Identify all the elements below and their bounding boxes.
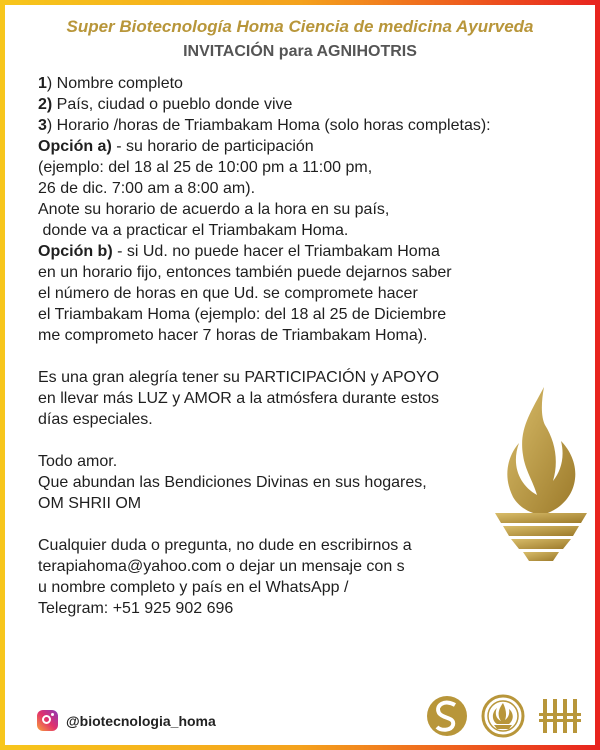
- opcion-b: [38, 241, 568, 262]
- duda-line-2: terapiahoma@yahoo.com o dejar un mensaje con s: [38, 558, 405, 575]
- opcion-b-text: - si Ud. no puede hacer el Triambakam Homa: [112, 243, 440, 260]
- item-2: [38, 94, 568, 115]
- opcion-b-label: Opción b): [38, 243, 113, 260]
- ejemplo-line-1: (ejemplo: del 18 al 25 de 10:00 pm a 11:00 pm,: [38, 159, 373, 176]
- item-2-number: 2): [38, 96, 53, 113]
- item-1: [38, 73, 568, 94]
- duda-line-3: u nombre completo y país en el WhatsApp /: [38, 579, 349, 596]
- golden-flame-icon: [489, 385, 593, 565]
- alegria-line-3: días especiales.: [38, 411, 153, 428]
- bendiciones: Que abundan las Bendiciones Divinas en sus hogares,: [38, 474, 427, 491]
- duda-line-1: Cualquier duda o pregunta, no dude en escribirnos a: [38, 537, 412, 554]
- opcion-b-line-4: el Triambakam Homa (ejemplo: del 18 al 25 de Diciembre: [38, 306, 447, 323]
- item-2-text: País, ciudad o pueblo donde vive: [52, 96, 293, 113]
- page-title: Super Biotecnología Homa Ciencia de medicina Ayurveda: [66, 17, 534, 36]
- fire-emblem-icon: [483, 696, 523, 736]
- spacer: [38, 346, 568, 367]
- anote-line-2: donde va a practicar el Triambakam Homa.: [38, 222, 349, 239]
- instagram-link[interactable]: [37, 710, 216, 731]
- invitation-card: [5, 5, 595, 745]
- ejemplo-line-2: 26 de dic. 7:00 am a 8:00 am).: [38, 180, 256, 197]
- instagram-icon: [37, 710, 58, 731]
- opcion-b-line-2: en un horario fijo, entonces también puede dejarnos saber: [38, 264, 452, 281]
- instagram-handle: @biotecnologia_homa: [66, 712, 216, 729]
- opcion-b-line-3: el número de horas en que Ud. se compromete hacer: [38, 285, 418, 302]
- pillars-logo-icon: [539, 699, 581, 733]
- opcion-a-label: Opción a): [38, 138, 112, 155]
- opcion-a: [38, 136, 568, 157]
- alegria-line-1: Es una gran alegría tener su PARTICIPACIÓN y APOYO: [38, 369, 440, 386]
- item-3-text: ) Horario /horas de Triambakam Homa (solo horas completas):: [46, 117, 491, 134]
- page-subtitle: INVITACIÓN para AGNIHOTRIS: [183, 43, 417, 60]
- item-3-number: 3: [38, 117, 47, 134]
- brand-logos: [425, 693, 585, 739]
- s-logo-icon: [427, 696, 467, 736]
- opcion-b-line-5: me comprometo hacer 7 horas de Triambakam Homa).: [38, 327, 428, 344]
- item-1-number: 1: [38, 75, 47, 92]
- duda-line-4: Telegram: +51 925 902 696: [38, 600, 234, 617]
- alegria-line-2: en llevar más LUZ y AMOR a la atmósfera durante estos: [38, 390, 440, 407]
- opcion-a-text: - su horario de participación: [111, 138, 314, 155]
- todo-amor: Todo amor.: [38, 453, 118, 470]
- item-1-text: ) Nombre completo: [46, 75, 183, 92]
- anote-line-1: Anote su horario de acuerdo a la hora en su país,: [38, 201, 390, 218]
- item-3: [38, 115, 568, 136]
- om-shrii-om: OM SHRII OM: [38, 495, 142, 512]
